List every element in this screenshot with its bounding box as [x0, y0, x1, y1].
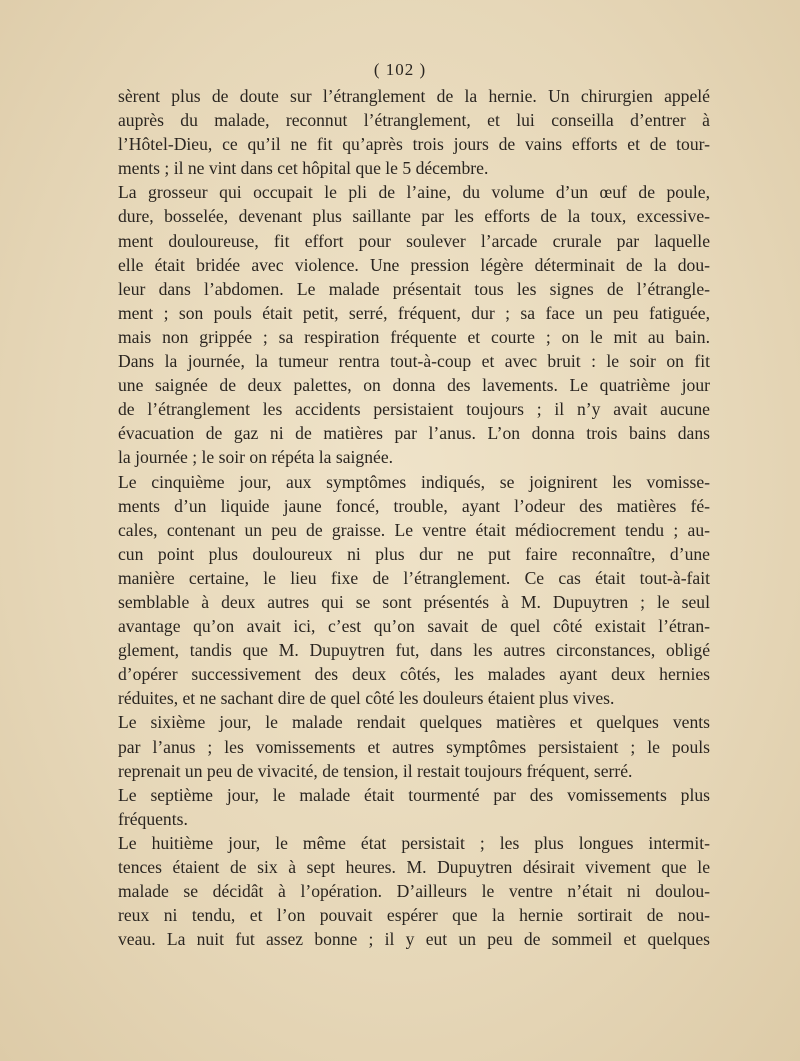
text-line: par l’anus ; les vomissements et autres symptômes persistaient ; le pouls	[118, 736, 710, 757]
text-line: malade se décidât à l’opération. D’ailleurs le ventre n’était ni doulou-	[118, 881, 710, 902]
page-number: ( 102 )	[373, 60, 427, 79]
text-line: l’Hôtel-Dieu, ce qu’il ne fit qu’après trois jours de vains efforts et de tour-	[118, 134, 710, 155]
text-line: ment ; son pouls était petit, serré, fréquent, dur ; sa face un peu fatiguée,	[118, 302, 710, 323]
text-line: manière certaine, le lieu fixe de l’étranglement. Ce cas était tout-à-fait	[118, 567, 710, 588]
text-line: reprenait un peu de vivacité, de tension, il restait toujours fréquent, serré.	[118, 760, 633, 781]
text-line: fréquents.	[118, 808, 188, 829]
text-line: La grosseur qui occupait le pli de l’aine, du volume d’un œuf de poule,	[118, 182, 710, 203]
text-line: cales, contenant un peu de graisse. Le ventre était médiocrement tendu ; au-	[118, 519, 710, 540]
text-line: ment douloureuse, fit effort pour soulever l’arcade crurale par laquelle	[118, 230, 710, 251]
text-line: ments ; il ne vint dans cet hôpital que le 5 décembre.	[118, 158, 489, 179]
text-line: avantage qu’on avait ici, c’est qu’on savait de quel côté existait l’étran-	[118, 616, 710, 637]
text-line: évacuation de gaz ni de matières par l’anus. L’on donna trois bains dans	[118, 423, 710, 444]
text-line: Le sixième jour, le malade rendait quelques matières et quelques vents	[118, 712, 710, 733]
text-line: ments d’un liquide jaune foncé, trouble, ayant l’odeur des matières fé-	[118, 495, 710, 516]
text-line: dure, bosselée, devenant plus saillante par les efforts de la toux, excessive-	[118, 206, 710, 227]
body-text	[118, 84, 710, 951]
text-line: de l’étranglement les accidents persistaient toujours ; il n’y avait aucune	[118, 399, 710, 420]
text-line: Le septième jour, le malade était tourmenté par des vomissements plus	[118, 784, 710, 805]
text-line: veau. La nuit fut assez bonne ; il y eut un peu de sommeil et quelques	[118, 929, 710, 950]
text-line: sèrent plus de doute sur l’étranglement de la hernie. Un chirurgien appelé	[118, 86, 710, 106]
text-line: tences étaient de six à sept heures. M. Dupuytren désirait vivement que le	[118, 857, 710, 877]
text-line: elle était bridée avec violence. Une pression légère déterminait de la dou-	[118, 254, 710, 275]
text-line: semblable à deux autres qui se sont présentés à M. Dupuytren ; le seul	[118, 591, 710, 612]
text-line: Le cinquième jour, aux symptômes indiqués, se joignirent les vomisse-	[118, 471, 710, 492]
text-line: leur dans l’abdomen. Le malade présentait tous les signes de l’étrangle-	[118, 278, 710, 299]
text-line: glement, tandis que M. Dupuytren fut, dans les autres circonstances, obligé	[118, 640, 710, 661]
text-line: cun point plus douloureux ni plus dur ne put faire reconnaître, d’une	[118, 543, 710, 564]
text-line: mais non grippée ; sa respiration fréquente et courte ; on le mit au bain.	[118, 326, 710, 347]
text-line: Dans la journée, la tumeur rentra tout-à-coup et avec bruit : le soir on fit	[118, 351, 710, 372]
text-line: reux ni tendu, et l’on pouvait espérer que la hernie sortirait de nou-	[118, 905, 710, 926]
text-line: réduites, et ne sachant dire de quel côté les douleurs étaient plus vives.	[118, 688, 615, 709]
text-line: auprès du malade, reconnut l’étranglement, et lui conseilla d’entrer à	[118, 110, 710, 131]
text-line: la journée ; le soir on répéta la saignée.	[118, 447, 394, 468]
text-line: d’opérer successivement des deux côtés, les malades ayant deux hernies	[118, 664, 710, 685]
text-line: Le huitième jour, le même état persistait ; les plus longues intermit-	[118, 832, 710, 853]
text-line: une saignée de deux palettes, on donna des lavements. Le quatrième jour	[118, 375, 710, 396]
